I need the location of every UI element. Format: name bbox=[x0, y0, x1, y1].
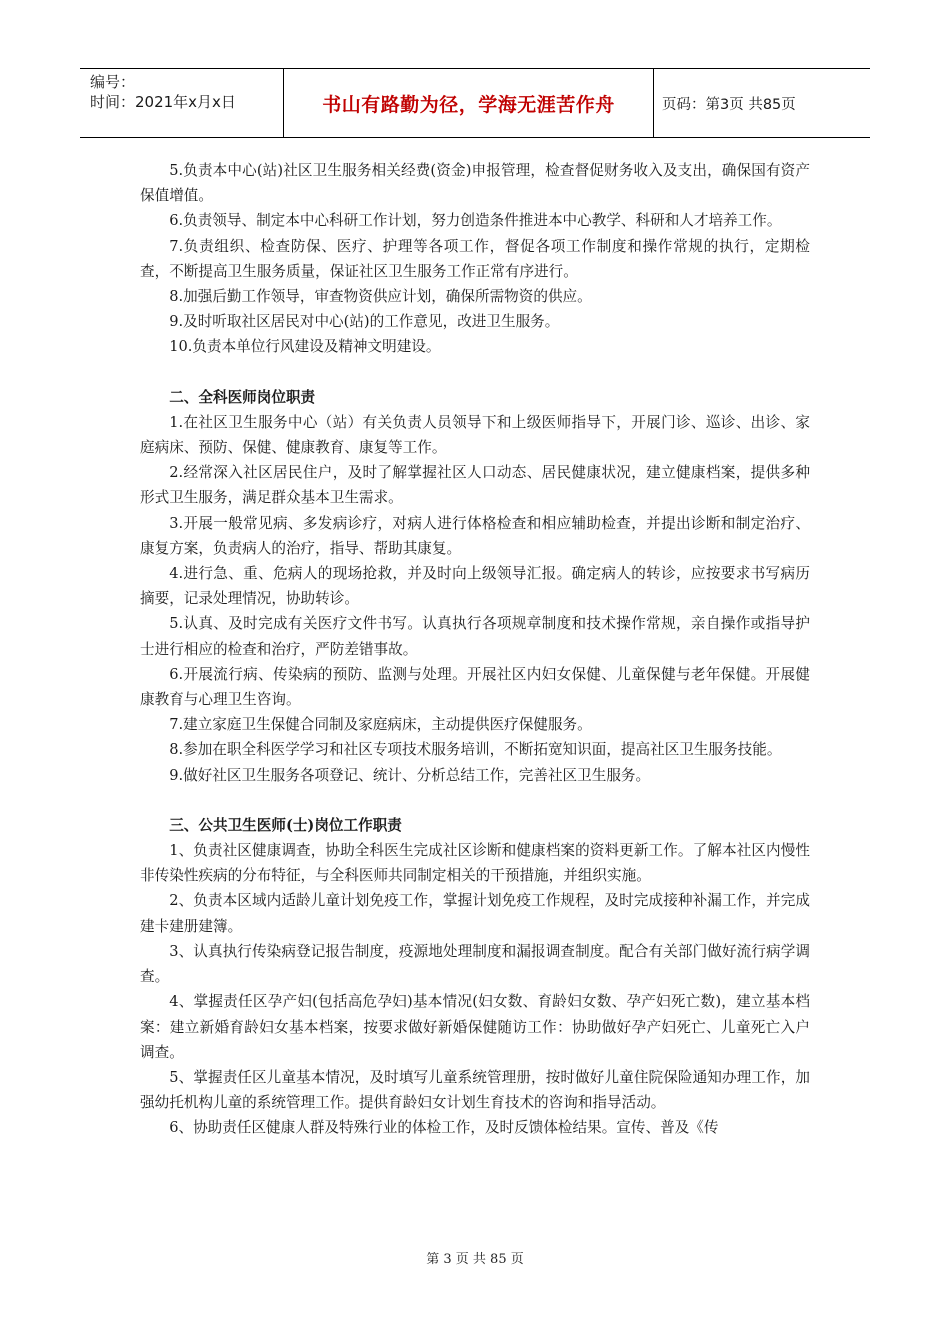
section2-item: 1.在社区卫生服务中心（站）有关负责人员领导下和上级医师指导下，开展门诊、巡诊、出诊、家庭病床、预防、保健、健康教育、康复等工作。 bbox=[140, 413, 810, 457]
header-motto: 书山有路勤为径，学海无涯苦作舟 bbox=[284, 69, 654, 137]
document-body bbox=[140, 158, 810, 1141]
section2-item: 2.经常深入社区居民住户，及时了解掌握社区人口动态、居民健康状况，建立健康档案，提供多种形式卫生服务，满足群众基本卫生需求。 bbox=[140, 464, 810, 507]
section3-item: 1、负责社区健康调查，协助全科医生完成社区诊断和健康档案的资料更新工作。了解本社区内慢性非传染性疾病的分布特征，与全科医师共同制定相关的干预措施，并组织实施。 bbox=[140, 842, 810, 885]
section1-item: 7.负责组织、检查防保、医疗、护理等各项工作，督促各项工作制度和操作常规的执行，定期检查，不断提高卫生服务质量，保证社区卫生服务工作正常有序进行。 bbox=[140, 237, 810, 280]
section2-item: 4.进行急、重、危病人的现场抢救，并及时向上级领导汇报。确定病人的转诊，应按要求书写病历摘要，记录处理情况，协助转诊。 bbox=[140, 565, 810, 608]
section-spacer bbox=[140, 788, 810, 813]
section2-item: 7.建立家庭卫生保健合同制及家庭病床，主动提供医疗保健服务。 bbox=[169, 716, 592, 734]
section3-item: 4、掌握责任区孕产妇(包括高危孕妇)基本情况(妇女数、育龄妇女数、孕产妇死亡数)，建立基本档案：建立新婚育龄妇女基本档案，按要求做好新婚保健随访工作：协助做好孕产妇死亡、儿童死亡入户调查。 bbox=[140, 993, 810, 1061]
section3-item: 6、协助责任区健康人群及特殊行业的体检工作，及时反馈体检结果。宣传、普及《传 bbox=[169, 1119, 719, 1137]
section1-item: 8.加强后勤工作领导，审查物资供应计划，确保所需物资的供应。 bbox=[169, 288, 592, 306]
section1-item: 9.及时听取社区居民对中心(站)的工作意见，改进卫生服务。 bbox=[169, 313, 560, 331]
section-spacer bbox=[140, 360, 810, 385]
document-time-label: 时间：2021年x月x日 bbox=[90, 93, 236, 111]
section2-title: 二、全科医师岗位职责 bbox=[169, 388, 316, 406]
header-meta bbox=[80, 69, 284, 137]
section1-item: 10.负责本单位行风建设及精神文明建设。 bbox=[169, 338, 441, 356]
section2-item: 3.开展一般常见病、多发病诊疗，对病人进行体格检查和相应辅助检查，并提出诊断和制定治疗、康复方案，负责病人的治疗，指导、帮助其康复。 bbox=[140, 514, 810, 557]
section3-item: 3、认真执行传染病登记报告制度，疫源地处理制度和漏报调查制度。配合有关部门做好流行病学调查。 bbox=[140, 942, 810, 986]
section1-item: 6.负责领导、制定本中心科研工作计划，努力创造条件推进本中心教学、科研和人才培养工作。 bbox=[169, 212, 782, 230]
document-number-label: 编号： bbox=[90, 73, 136, 91]
section3-title: 三、公共卫生医师(士)岗位工作职责 bbox=[169, 816, 402, 834]
section3-item: 2、负责本区域内适龄儿童计划免疫工作，掌握计划免疫工作规程，及时完成接种补漏工作，并完成建卡建册建簿。 bbox=[140, 892, 810, 935]
section1-item: 5.负责本中心(站)社区卫生服务相关经费(资金)申报管理，检查督促财务收入及支出，确保国有资产保值增值。 bbox=[140, 162, 810, 205]
document-header bbox=[80, 68, 870, 138]
section2-item: 5.认真、及时完成有关医疗文件书写。认真执行各项规章制度和技术操作常规，亲自操作或指导护士进行相应的检查和治疗，严防差错事故。 bbox=[140, 615, 810, 658]
section2-item: 8.参加在职全科医学学习和社区专项技术服务培训，不断拓宽知识面，提高社区卫生服务技能。 bbox=[169, 741, 782, 759]
page-footer: 第 3 页 共 85 页 bbox=[426, 1252, 524, 1267]
section2-item: 6.开展流行病、传染病的预防、监测与处理。开展社区内妇女保健、儿童保健与老年保健。开展健康教育与心理卫生咨询。 bbox=[140, 665, 810, 709]
section2-item: 9.做好社区卫生服务各项登记、统计、分析总结工作，完善社区卫生服务。 bbox=[169, 766, 651, 784]
header-page-number: 页码：第3页 共85页 bbox=[662, 96, 796, 113]
section3-item: 5、掌握责任区儿童基本情况，及时填写儿童系统管理册，按时做好儿童住院保险通知办理工作，加强幼托机构儿童的系统管理工作。提供育龄妇女计划生育技术的咨询和指导活动。 bbox=[140, 1068, 810, 1112]
